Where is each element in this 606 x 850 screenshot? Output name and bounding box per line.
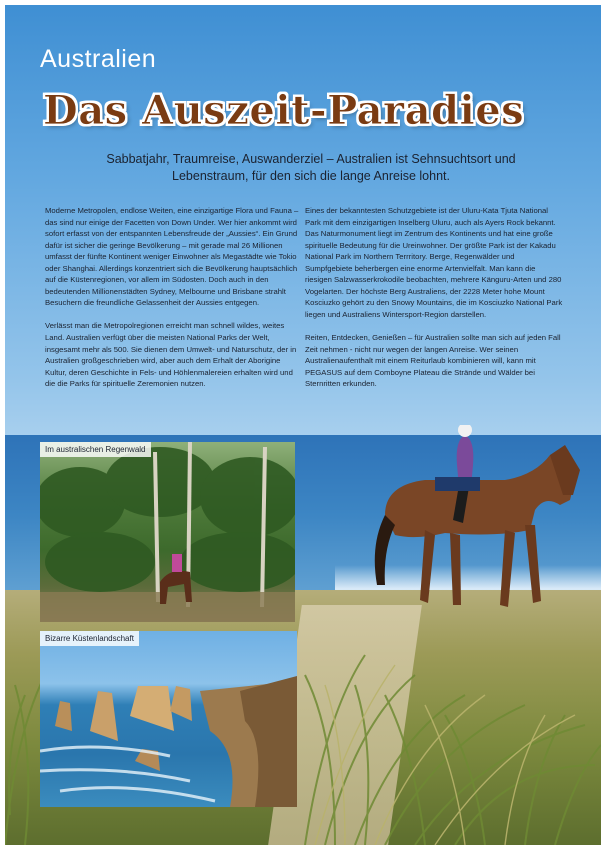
text-column-1 <box>45 205 300 401</box>
coast-photo <box>40 631 297 807</box>
background-photo <box>5 5 601 845</box>
section-label: Australien <box>40 45 157 73</box>
paragraph: Moderne Metropolen, endlose Weiten, eine einzigartige Flora und Fauna – das sind nur einige der Facetten von Down Under. Wer hier ankommt wird sofort erfasst von der entspannten Lebensfreude der „Aussies“. Ein Grund dafür ist sicher die geringe Bevölkerung – mit gerade mal 26 Millionen umfasst der fünfte Kontinent weniger Einwohner als Megastädte wie Tokio oder Shanghai. Allerdings konzentriert sich die Bevölkerung hauptsächlich auf die Küstenregionen, vor allem im Südosten. Doch auch in den bedeutenden Millionenstädten Sydney, Melbourne und Brisbane strahlt Besuchern die freundliche Gelassenheit der Aussies entgegen. <box>45 206 299 308</box>
photo-caption: Im australischen Regenwald <box>40 442 151 457</box>
rainforest-illustration <box>40 442 295 622</box>
coast-illustration <box>40 631 297 807</box>
paragraph: Reiten, Entdecken, Genießen – für Australien sollte man sich auf jeden Fall Zeit nehmen - nicht nur wegen der langen Anreise. Wer seinen Australienaufenthalt mit einem Reiturlaub kombinieren will, kann mit PEGASUS auf dem Comboyne Plateau die Strände und Wälder bei Sternritten erkunden. <box>305 332 561 389</box>
paragraph: Verlässt man die Metropolregionen erreicht man schnell wildes, weites Land. Australien verfügt über die meisten National Parks der Welt, insgesamt mehr als 500. Sie dienen dem Umwelt- und Naturschutz, der in Australien großgeschrieben wird, aber auch dem Erhalt der Aborigine Kultur, deren Geschichte in Fels- und Höhlenmalereien erhalten wird und die die Parks für spirituelle Zeremonien nutzen. <box>45 321 297 389</box>
rainforest-photo <box>40 442 295 622</box>
horse-rider-illustration <box>365 425 585 625</box>
text-column-2 <box>305 205 563 401</box>
photo-caption: Bizarre Küstenlandschaft <box>40 631 139 646</box>
subtitle: Sabbatjahr, Traumreise, Auswanderziel – Australien ist Sehnsuchtsort und Lebenstraum, für den sich die lange Anreise lohnt. <box>106 152 516 183</box>
paragraph: Eines der bekanntesten Schutzgebiete ist der Uluru-Kata Tjuta National Park mit dem einzigartigen Inselberg Uluru, auch als Ayers Rock bekannt. Das Naturmonument liegt im Zentrum des Kontinents und hat eine große spirituelle Bedeutung für die Ureinwohner. Der größte Park ist der Kakadu National Park im Northern Terrritory. Berge, Regenwälder und Sumpfgebiete beherbergen eine enorme Artenvielfalt. Man kann die riesigen Salzwasserkrokodile beobachten, mehrere Känguru-Arten und 280 Vogelarten. Der höchste Berg Australiens, der 2228 Meter hohe Mount Kosciuzko gehört zu den Snowy Mountains, die im Kosciuzko National Park liegen und Australiens Wintersport-Region darstellen. <box>305 206 563 319</box>
headline: Das Auszeit-Paradies <box>43 87 525 134</box>
